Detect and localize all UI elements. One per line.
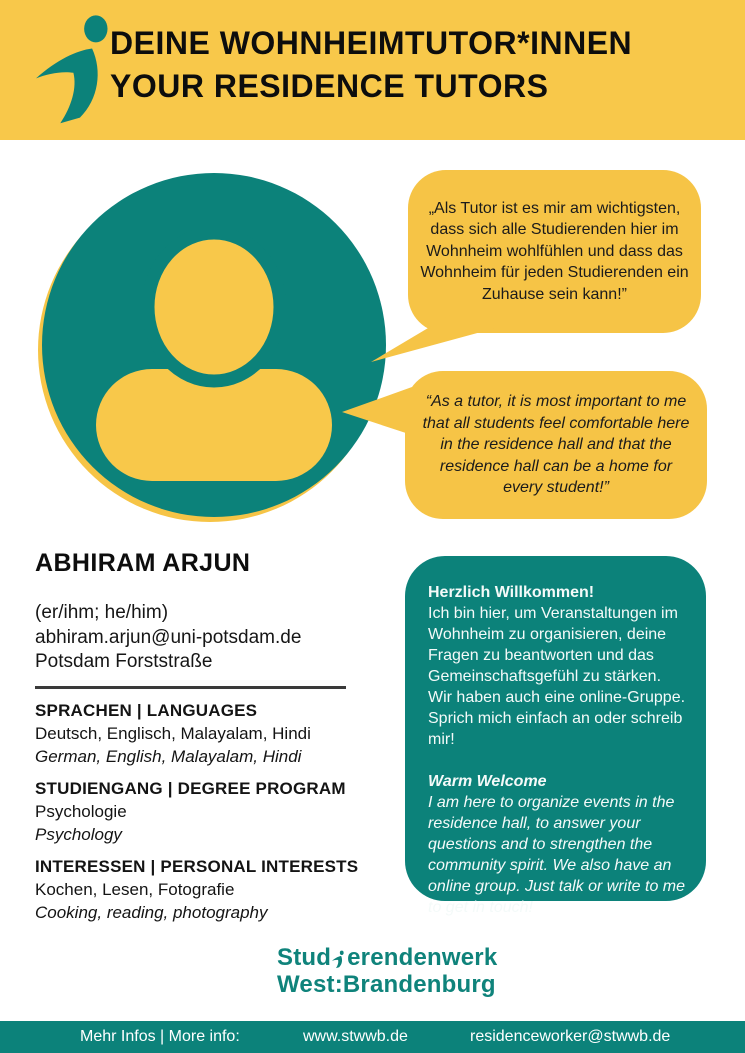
section-heading-interests: INTERESSEN | PERSONAL INTERESTS — [35, 857, 359, 876]
welcome-spacer — [428, 750, 686, 771]
footer-email-link[interactable]: residenceworker@stwwb.de — [470, 1028, 671, 1045]
tutor-residence: Potsdam Forststraße — [35, 651, 213, 672]
welcome-german-body: Ich bin hier, um Veranstaltungen im Wohnheim zu organisieren, deine Fragen zu beantworten und das Gemeinschaftsgefühl zu stärken. Wir haben auch eine online-Gruppe. Sprich mich einfach an oder schreib mir! — [428, 605, 686, 748]
logo-line1 — [277, 944, 497, 971]
welcome-box — [405, 556, 706, 916]
speech-tail-english — [342, 383, 412, 441]
tutor-avatar — [38, 163, 390, 527]
section-degree-program — [35, 777, 380, 846]
page-title — [110, 22, 730, 108]
section-heading-languages: SPRACHEN | LANGUAGES — [35, 701, 258, 720]
quote-german-text: „Als Tutor ist es mir am wichtigsten, dass sich alle Studierenden hier im Wohnheim wohlfühlen und dass das Wohnheim für jeden Studierenden ein Zuhause sein kann!” — [420, 199, 689, 303]
welcome-english-body: I am here to organize events in the residence hall, to answer your questions and to strengthen the community spirit. We also have an online group. Just talk or write to me to get in touch! — [428, 794, 686, 916]
page-title-english: YOUR RESIDENCE TUTORS — [110, 68, 549, 104]
tutor-email[interactable]: abhiram.arjun@uni-potsdam.de — [35, 626, 302, 648]
avatar-head — [148, 233, 280, 381]
footer-bar — [0, 1021, 745, 1053]
quote-english-text: “As a tutor, it is most important to me that all students feel comfortable here in the residence hall and that the residence hall can be a home for every student!” — [422, 393, 690, 497]
quote-bubble-english — [405, 371, 707, 519]
logo-text-post: erendenwerk — [347, 944, 498, 971]
section-degree-german: Psychologie — [35, 802, 127, 821]
tutor-name: ABHIRAM ARJUN — [35, 549, 251, 577]
section-interests-english: Cooking, reading, photography — [35, 902, 268, 922]
tutor-pronouns: (er/ihm; he/him) — [35, 602, 169, 623]
speech-tail-german — [363, 310, 505, 364]
logo-i-icon — [332, 950, 346, 969]
section-languages-english: German, English, Malayalam, Hindi — [35, 746, 302, 766]
header-banner — [0, 0, 745, 140]
welcome-german-heading: Herzlich Willkommen! — [428, 584, 595, 601]
logo-text-pre: Stud — [277, 944, 332, 971]
footer-info-label: Mehr Infos | More info: — [80, 1028, 240, 1045]
section-languages-german: Deutsch, Englisch, Malayalam, Hindi — [35, 724, 311, 743]
studierendenwerk-logo — [277, 944, 497, 998]
profile-sections — [35, 699, 380, 933]
section-languages — [35, 699, 380, 768]
divider-line — [35, 686, 346, 689]
section-degree-english: Psychology — [35, 824, 122, 844]
logo-line2: West:Brandenburg — [277, 971, 496, 998]
tutor-contact-block — [35, 601, 301, 675]
page-title-german: DEINE WOHNHEIMTUTOR*INNEN — [110, 25, 633, 61]
quote-bubble-german — [408, 170, 701, 333]
section-heading-degree-program: STUDIENGANG | DEGREE PROGRAM — [35, 779, 346, 798]
section-personal-interests — [35, 855, 380, 924]
welcome-english-heading: Warm Welcome — [428, 773, 547, 790]
section-interests-german: Kochen, Lesen, Fotografie — [35, 880, 235, 899]
footer-website-link[interactable]: www.stwwb.de — [303, 1028, 408, 1045]
